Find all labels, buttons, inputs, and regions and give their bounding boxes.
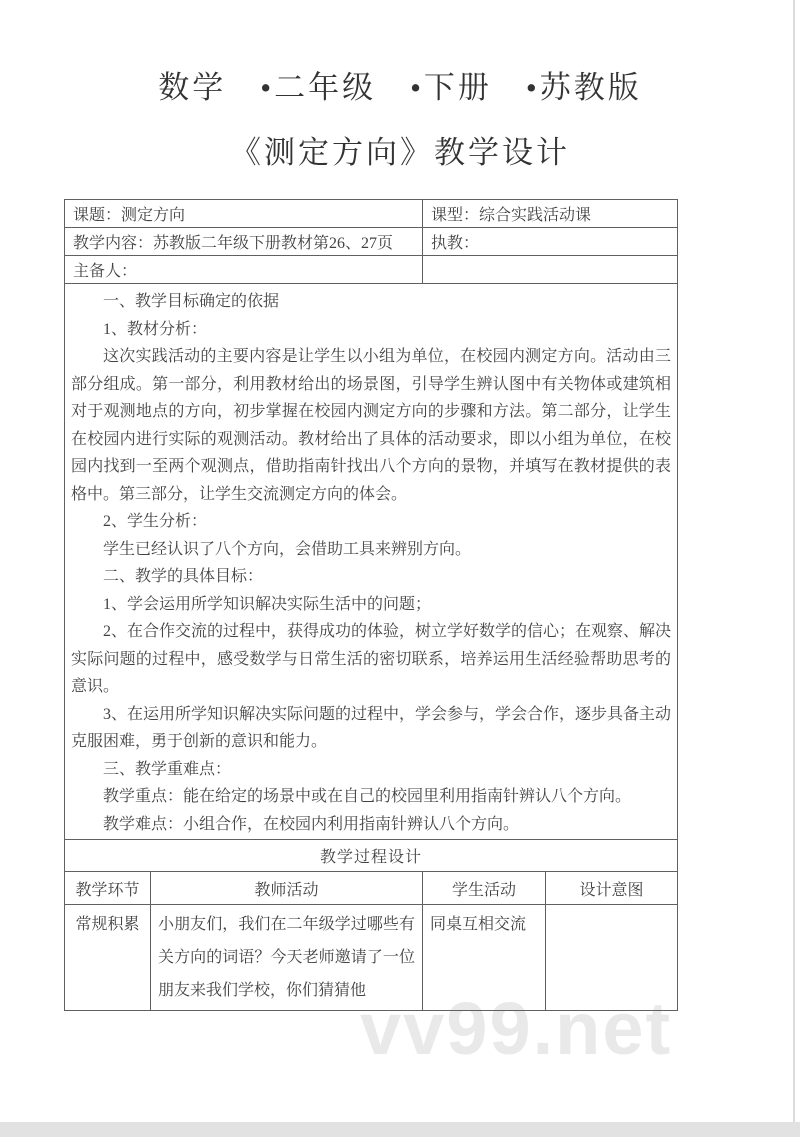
overview-paragraph: 二、教学的具体目标：	[103, 568, 264, 585]
process-column-header: 教师活动	[151, 872, 423, 905]
overview-paragraph: 三、教学重难点：	[103, 760, 232, 778]
info-row	[65, 200, 678, 228]
design-intent-cell	[546, 905, 678, 1011]
process-row	[65, 905, 678, 1011]
document-title-main: 《测定方向》教学设计	[230, 135, 570, 170]
process-column-header: 教学环节	[65, 872, 151, 905]
info-left-cell: 教学内容：苏教版二年级下册教材第26、27页	[65, 228, 423, 256]
teacher-activity-cell: 小朋友们，我们在二年级学过哪些有关方向的词语？今天老师邀请了一位朋友来我们学校，你们猜猜他	[151, 905, 423, 1011]
lesson-overview-section	[65, 284, 678, 840]
process-rows-section	[65, 905, 678, 1011]
watermark-text: vv99.net	[360, 987, 673, 1070]
process-header-row	[65, 872, 678, 905]
process-section-title: 教学过程设计	[65, 840, 678, 872]
page-bottom-strip	[0, 1122, 800, 1137]
document-title-series: 数学 •二年级 •下册 •苏教版	[158, 70, 642, 105]
overview-paragraph: 一、教学目标确定的依据	[103, 293, 280, 310]
overview-paragraph: 学生已经认识了八个方向，会借助工具来辨别方向。	[103, 540, 472, 558]
overview-paragraph: 教学难点：小组合作，在校园内利用指南针辨认八个方向。	[103, 815, 520, 833]
info-left-cell: 主备人：	[65, 256, 423, 284]
process-section	[65, 840, 678, 905]
overview-paragraph: 这次实践活动的主要内容是让学生以小组为单位，在校园内测定方向。活动由三部分组成。第一部分，利用教材给出的场景图，引导学生辨认图中有关物体或建筑相对于观测地点的方向，初步掌握在校园内测定方向的步骤和方法。第二部分，让学生在校园内进行实际的观测活动。教材给出了具体的活动要求，即以小组为单位，在校园内找到一至两个观测点，借助指南针找出八个方向的景物，并填写在教材提供的表格中。第三部分，让学生交流测定方向的体会。	[71, 348, 672, 503]
info-row	[65, 228, 678, 256]
lesson-info-section	[65, 200, 678, 284]
student-activity-cell: 同桌互相交流	[423, 905, 546, 1011]
process-column-header: 学生活动	[423, 872, 546, 905]
lesson-plan-table	[64, 199, 678, 1011]
page-right-edge-line	[793, 0, 795, 1122]
overview-paragraph: 2、学生分析：	[103, 513, 208, 530]
overview-paragraph: 1、学会运用所学知识解决实际生活中的问题；	[103, 595, 432, 613]
info-right-cell	[423, 256, 678, 284]
overview-paragraph: 2、在合作交流的过程中，获得成功的体验，树立学好数学的信心；在观察、解决实际问题的过程中，感受数学与日常生活的密切联系，培养运用生活经验帮助思考的意识。	[71, 623, 672, 695]
process-column-header: 设计意图	[546, 872, 678, 905]
info-left-cell: 课题：测定方向	[65, 200, 423, 228]
overview-cell	[65, 284, 678, 840]
stage-cell: 常规积累	[65, 905, 151, 1011]
info-row	[65, 256, 678, 284]
info-right-cell: 课型：综合实践活动课	[423, 200, 678, 228]
info-right-cell: 执教：	[423, 228, 678, 256]
overview-paragraph: 1、教材分析：	[103, 320, 208, 338]
overview-paragraph: 教学重点：能在给定的场景中或在自己的校园里利用指南针辨认八个方向。	[103, 788, 632, 805]
overview-paragraph: 3、在运用所学知识解决实际问题的过程中，学会参与，学会合作，逐步具备主动克服困难，勇于创新的意识和能力。	[71, 705, 672, 750]
